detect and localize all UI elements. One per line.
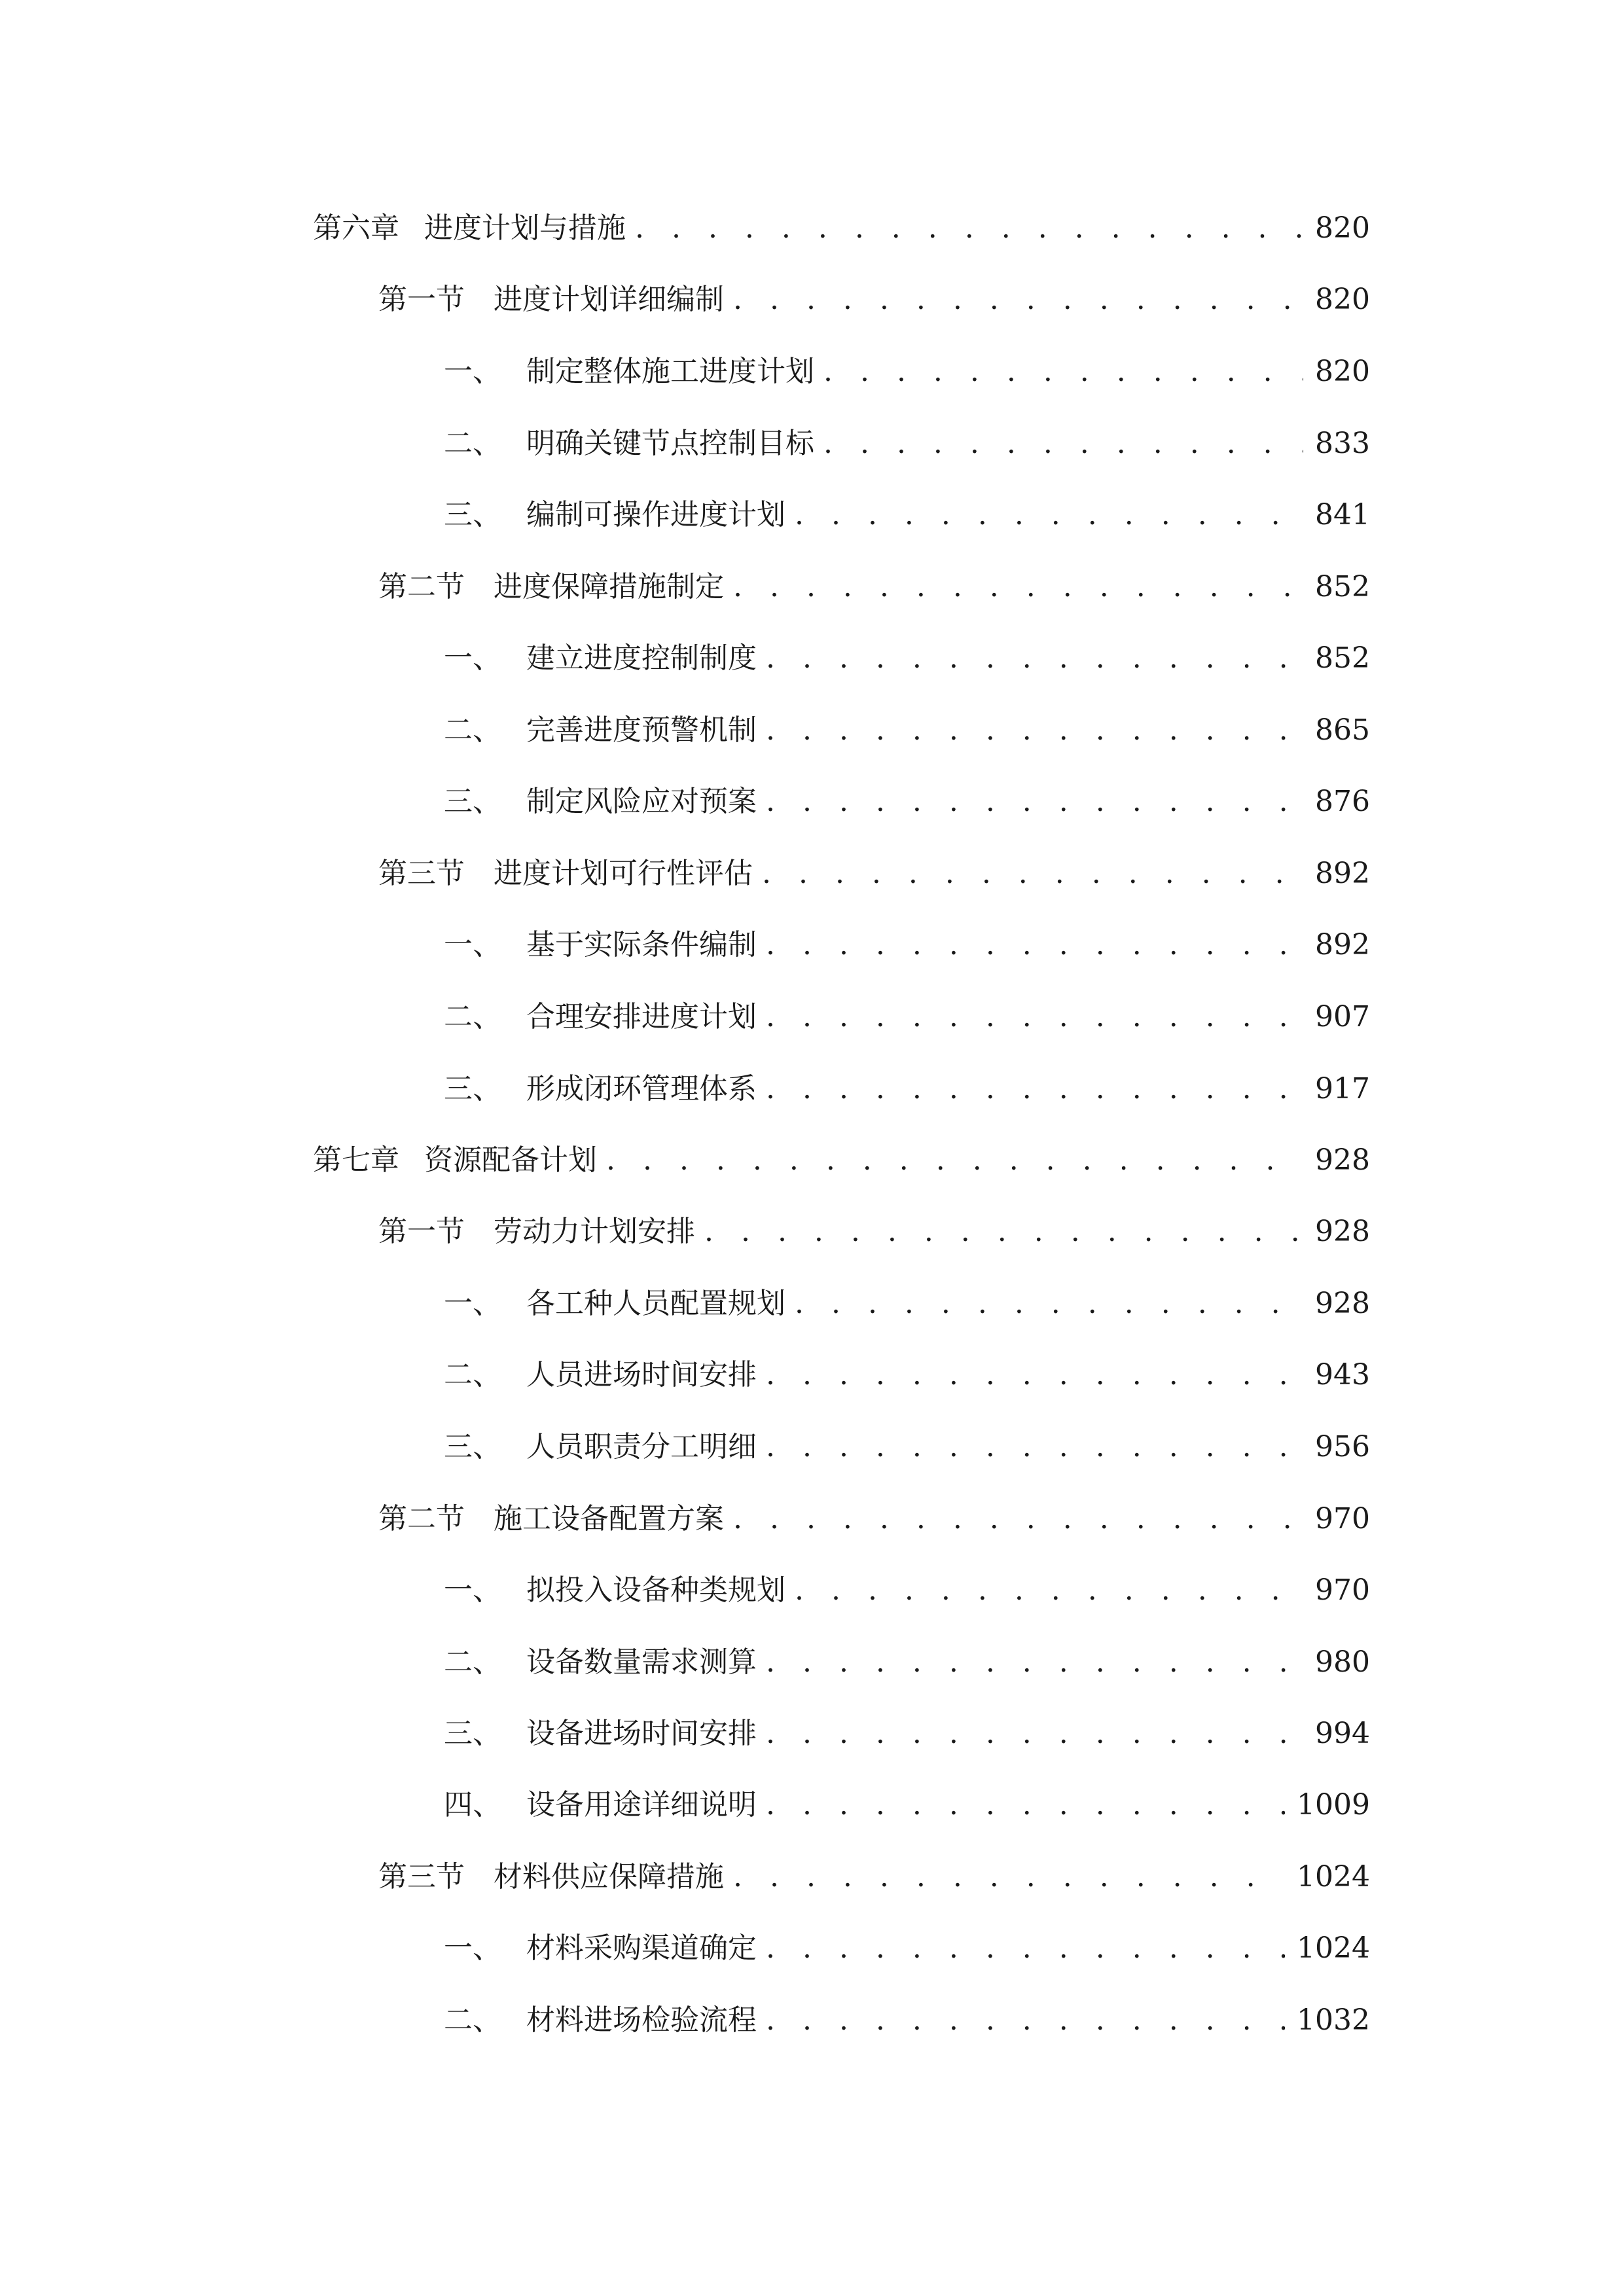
toc-entry-number: 第二节 (378, 570, 465, 603)
toc-entry[interactable] (444, 489, 1370, 541)
toc-entry[interactable] (378, 1206, 1370, 1258)
toc-entry-title: 建立进度控制制度 (526, 641, 757, 675)
toc-entry-number: 第二节 (378, 1502, 465, 1535)
toc-entry-number: 三、 (444, 498, 501, 531)
toc-entry-number: 三、 (444, 785, 501, 818)
toc-entry-title: 明确关键节点控制目标 (526, 427, 814, 460)
toc-entry-page: 876 (1315, 785, 1370, 818)
toc-entry-number: 第六章 (313, 211, 399, 245)
toc-entry[interactable] (444, 1421, 1370, 1473)
toc-entry-page: 892 (1315, 928, 1370, 961)
toc-entry-number: 三、 (444, 1072, 501, 1105)
toc-entry-number: 三、 (444, 1430, 501, 1463)
dot-leader (766, 704, 1303, 757)
toc-entry[interactable] (444, 1063, 1370, 1115)
toc-entry-title: 施工设备配置方案 (494, 1502, 724, 1535)
toc-entry-number: 一、 (444, 1931, 501, 1965)
toc-entry-title: 完善进度预警机制 (526, 713, 757, 747)
toc-entry[interactable] (444, 1349, 1370, 1401)
toc-entry-page: 820 (1315, 355, 1370, 388)
toc-entry-number: 一、 (444, 1287, 501, 1320)
toc-entry[interactable] (313, 1134, 1370, 1187)
toc-entry-number: 二、 (444, 2003, 501, 2037)
toc-entry-page: 820 (1315, 283, 1370, 316)
toc-entry-title: 材料供应保障措施 (494, 1860, 724, 1893)
toc-entry-page: 1024 (1297, 1860, 1370, 1893)
toc-entry[interactable] (444, 1994, 1370, 2047)
dot-leader (733, 561, 1303, 613)
toc-entry[interactable] (444, 418, 1370, 470)
toc-entry-title: 设备数量需求测算 (526, 1645, 757, 1679)
toc-entry-title: 进度保障措施制定 (494, 570, 724, 603)
toc-entry-title: 材料采购渠道确定 (526, 1931, 757, 1965)
toc-entry-page: 980 (1315, 1645, 1370, 1679)
toc-entry-page: 1024 (1297, 1931, 1370, 1965)
toc-entry-title: 制定风险应对预案 (526, 785, 757, 818)
toc-entry-title: 资源配备计划 (424, 1143, 597, 1177)
toc-entry-page: 917 (1315, 1072, 1370, 1105)
dot-leader (766, 1349, 1303, 1401)
toc-entry-page: 820 (1315, 211, 1370, 245)
toc-entry[interactable] (444, 1779, 1370, 1831)
toc-entry[interactable] (378, 1851, 1370, 1903)
dot-leader (766, 1994, 1285, 2047)
dot-leader (766, 991, 1303, 1043)
toc-entry-title: 编制可操作进度计划 (526, 498, 785, 531)
toc-entry[interactable] (444, 1708, 1370, 1760)
toc-entry[interactable] (444, 1278, 1370, 1330)
dot-leader (823, 346, 1303, 398)
toc-entry-title: 人员职责分工明细 (526, 1430, 757, 1463)
toc-entry-title: 制定整体施工进度计划 (526, 355, 814, 388)
toc-entry-page: 833 (1315, 427, 1370, 460)
toc-entry-page: 943 (1315, 1358, 1370, 1391)
toc-entry[interactable] (444, 1636, 1370, 1689)
toc-entry-page: 970 (1315, 1502, 1370, 1535)
toc-entry-page: 956 (1315, 1430, 1370, 1463)
toc-entry[interactable] (378, 848, 1370, 900)
toc-entry-number: 二、 (444, 427, 501, 460)
dot-leader (766, 919, 1303, 971)
toc-entry-page: 928 (1315, 1287, 1370, 1320)
toc-entry-title: 形成闭环管理体系 (526, 1072, 757, 1105)
toc-entry-number: 三、 (444, 1717, 501, 1750)
toc-entry-title: 拟投入设备种类规划 (526, 1573, 785, 1607)
toc-entry-title: 设备用途详细说明 (526, 1788, 757, 1821)
toc-entry-page: 852 (1315, 641, 1370, 675)
toc-entry-number: 一、 (444, 355, 501, 388)
toc-entry[interactable] (378, 561, 1370, 613)
toc-entry-number: 二、 (444, 1000, 501, 1033)
toc-entry[interactable] (378, 1493, 1370, 1545)
dot-leader (606, 1134, 1303, 1187)
toc-entry-number: 第七章 (313, 1143, 399, 1177)
dot-leader (766, 776, 1303, 828)
dot-leader (766, 1779, 1285, 1831)
dot-leader (766, 1063, 1303, 1115)
toc-entry-page: 1032 (1297, 2003, 1370, 2037)
dot-leader (635, 202, 1303, 255)
dot-leader (733, 274, 1303, 326)
toc-entry-page: 994 (1315, 1717, 1370, 1750)
toc-entry[interactable] (378, 274, 1370, 326)
toc-entry-number: 一、 (444, 1573, 501, 1607)
toc-entry-number: 四、 (444, 1788, 501, 1821)
dot-leader (766, 632, 1303, 685)
toc-entry[interactable] (444, 346, 1370, 398)
dot-leader (762, 848, 1303, 900)
toc-entry[interactable] (444, 1564, 1370, 1617)
toc-entry-title: 进度计划可行性评估 (494, 857, 753, 890)
toc-entry-number: 一、 (444, 928, 501, 961)
toc-entry-page: 852 (1315, 570, 1370, 603)
toc-entry[interactable] (444, 704, 1370, 757)
toc-entry-page: 1009 (1297, 1788, 1370, 1821)
toc-entry-title: 材料进场检验流程 (526, 2003, 757, 2037)
dot-leader (795, 1278, 1303, 1330)
toc-entry-number: 第三节 (378, 1860, 465, 1893)
toc-entry[interactable] (444, 632, 1370, 685)
dot-leader (704, 1206, 1303, 1258)
toc-entry-title: 进度计划与措施 (424, 211, 626, 245)
toc-entry-page: 865 (1315, 713, 1370, 747)
toc-entry-number: 第一节 (378, 283, 465, 316)
dot-leader (795, 489, 1303, 541)
toc-entry-page: 928 (1315, 1143, 1370, 1177)
toc-entry-title: 基于实际条件编制 (526, 928, 757, 961)
toc-entry-page: 907 (1315, 1000, 1370, 1033)
toc-entry-number: 二、 (444, 1358, 501, 1391)
dot-leader (795, 1564, 1303, 1617)
dot-leader (766, 1708, 1303, 1760)
toc-entry[interactable] (444, 991, 1370, 1043)
toc-entry[interactable] (444, 776, 1370, 828)
toc-entry-title: 各工种人员配置规划 (526, 1287, 785, 1320)
dot-leader (733, 1493, 1303, 1545)
toc-entry-title: 进度计划详细编制 (494, 283, 724, 316)
toc-entry-number: 二、 (444, 713, 501, 747)
toc-entry-title: 人员进场时间安排 (526, 1358, 757, 1391)
toc-entry-page: 928 (1315, 1215, 1370, 1248)
dot-leader (766, 1636, 1303, 1689)
toc-entry-number: 第一节 (378, 1215, 465, 1248)
toc-entry[interactable] (313, 202, 1370, 255)
toc-entry-page: 970 (1315, 1573, 1370, 1607)
dot-leader (733, 1851, 1285, 1903)
toc-entry-page: 841 (1315, 498, 1370, 531)
toc-entry-number: 第三节 (378, 857, 465, 890)
toc-entry[interactable] (444, 1922, 1370, 1975)
toc-entry-number: 一、 (444, 641, 501, 675)
dot-leader (766, 1922, 1285, 1975)
toc-entry[interactable] (444, 919, 1370, 971)
dot-leader (823, 418, 1303, 470)
toc-entry-number: 二、 (444, 1645, 501, 1679)
dot-leader (766, 1421, 1303, 1473)
toc-entry-page: 892 (1315, 857, 1370, 890)
toc-entry-title: 劳动力计划安排 (494, 1215, 695, 1248)
toc-entry-title: 合理安排进度计划 (526, 1000, 757, 1033)
toc-entry-title: 设备进场时间安排 (526, 1717, 757, 1750)
